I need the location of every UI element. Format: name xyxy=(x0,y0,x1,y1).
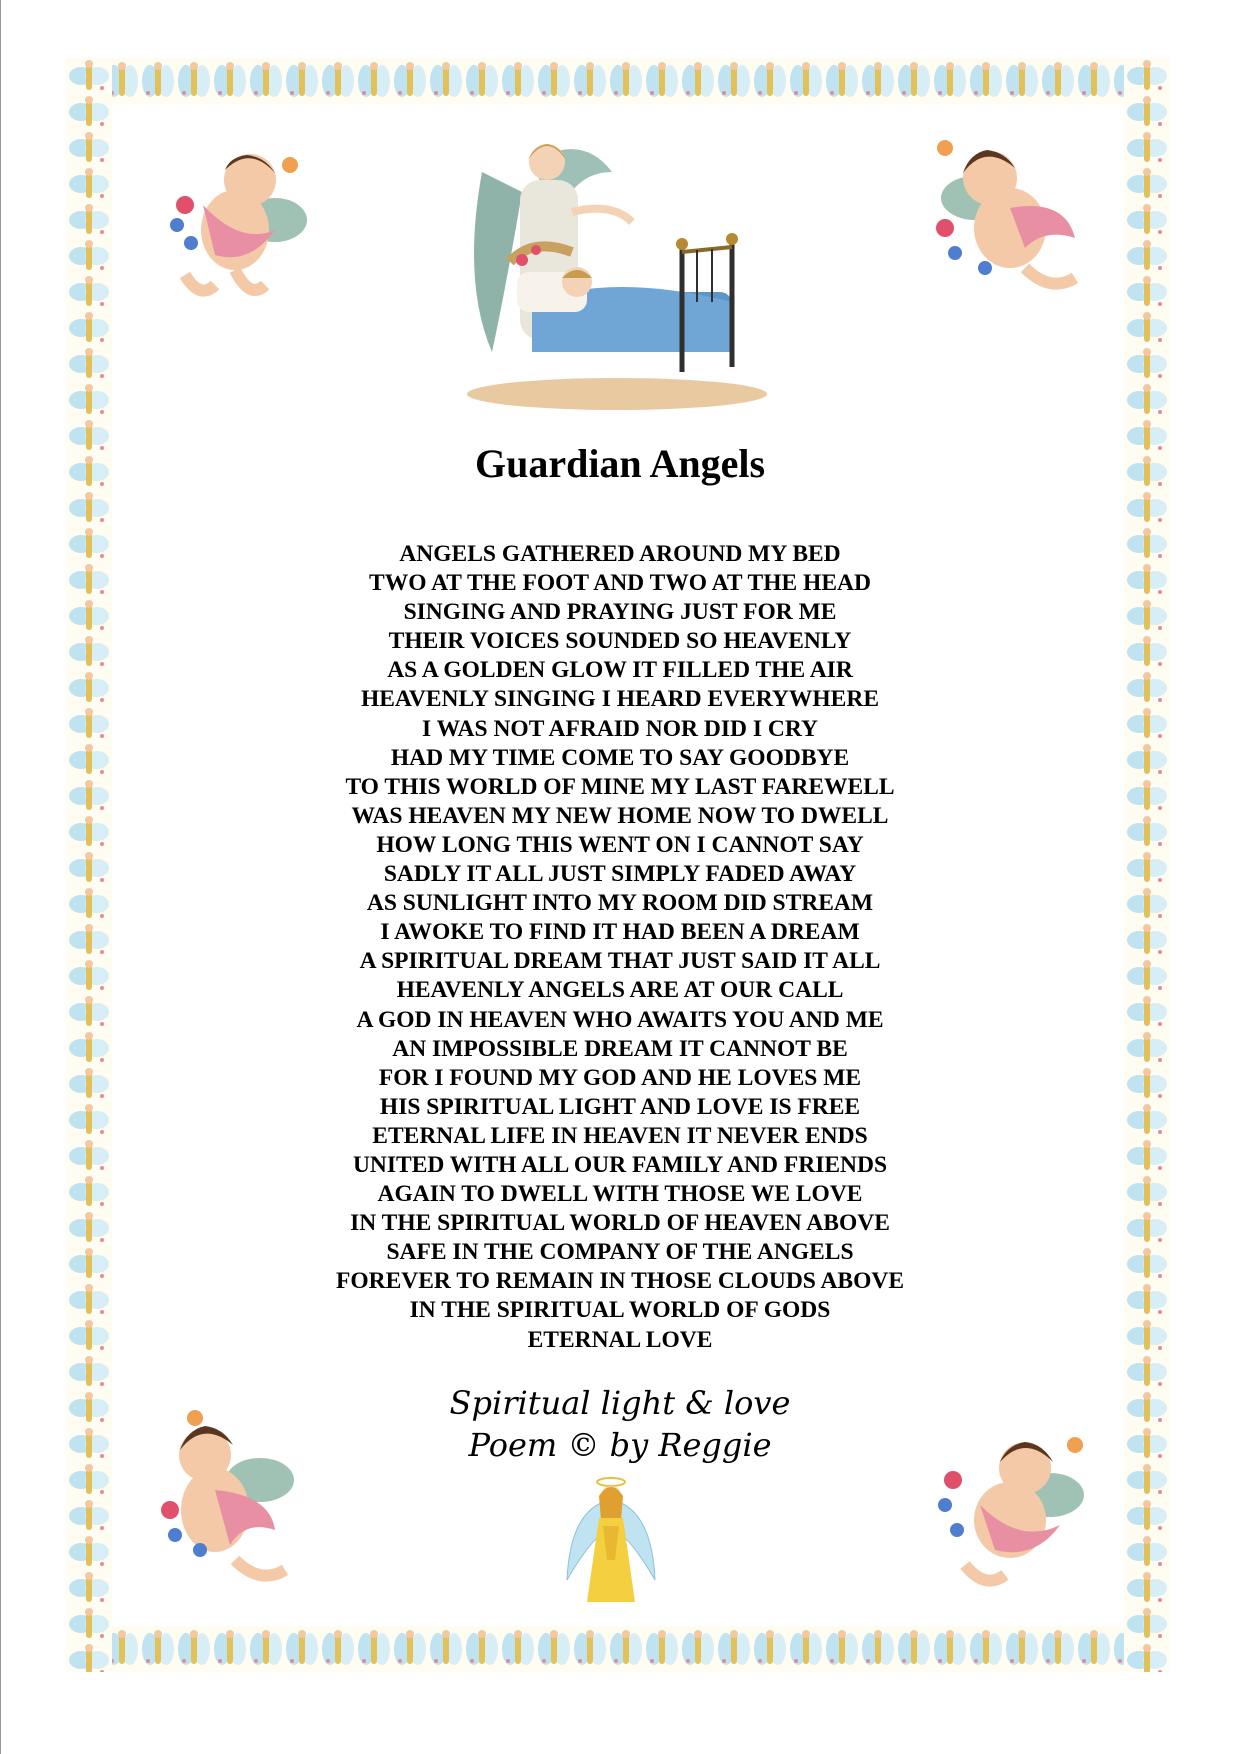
border-top xyxy=(68,58,1168,104)
poem-line: SINGING AND PRAYING JUST FOR ME xyxy=(403,599,837,626)
poem-line: ANGELS GATHERED AROUND MY BED xyxy=(399,541,841,567)
border-bottom xyxy=(68,1626,1168,1672)
poem-line: AGAIN TO DWELL WITH THOSE WE LOVE xyxy=(377,1181,863,1208)
poem-line: FOREVER TO REMAIN IN THOSE CLOUDS ABOVE xyxy=(335,1268,905,1295)
golden-angel-image xyxy=(565,1470,657,1610)
poem-line: SAFE IN THE COMPANY OF THE ANGELS xyxy=(386,1239,854,1266)
poem-line: IN THE SPIRITUAL WORLD OF GODS xyxy=(409,1297,831,1324)
credit-line-2: Poem © by Reggie xyxy=(468,1426,772,1464)
cherub-image-top-left xyxy=(155,135,315,305)
poem-body xyxy=(250,540,990,1355)
poem-line: HIS SPIRITUAL LIGHT AND LOVE IS FREE xyxy=(379,1093,861,1120)
poem-line: THEIR VOICES SOUNDED SO HEAVENLY xyxy=(388,628,852,655)
poem-line: ETERNAL LOVE xyxy=(527,1326,713,1353)
poem-line: ETERNAL LIFE IN HEAVEN IT NEVER ENDS xyxy=(372,1122,868,1149)
poem-line: SADLY IT ALL JUST SIMPLY FADED AWAY xyxy=(383,861,857,888)
poem-line: I AWOKE TO FIND IT HAD BEEN A DREAM xyxy=(380,919,860,946)
guardian-angel-bedside-image xyxy=(462,132,772,414)
poem-line: HAD MY TIME COME TO SAY GOODBYE xyxy=(390,744,850,771)
poem-line: A GOD IN HEAVEN WHO AWAITS YOU AND ME xyxy=(356,1006,884,1033)
poem-line: WAS HEAVEN MY NEW HOME NOW TO DWELL xyxy=(351,802,889,829)
poem-line: I WAS NOT AFRAID NOR DID I CRY xyxy=(422,715,818,742)
poem-line: AN IMPOSSIBLE DREAM IT CANNOT BE xyxy=(392,1035,848,1062)
poem-line: AS A GOLDEN GLOW IT FILLED THE AIR xyxy=(387,657,853,684)
poem-line: A SPIRITUAL DREAM THAT JUST SAID IT ALL xyxy=(359,948,881,975)
poem-line: HEAVENLY SINGING I HEARD EVERYWHERE xyxy=(360,686,880,713)
credit-line-1: Spiritual light & love xyxy=(449,1384,791,1422)
poem-line: AS SUNLIGHT INTO MY ROOM DID STREAM xyxy=(366,890,874,917)
poem-line: TWO AT THE FOOT AND TWO AT THE HEAD xyxy=(369,570,871,597)
poem-title: Guardian Angels xyxy=(474,441,766,486)
poem-line: IN THE SPIRITUAL WORLD OF HEAVEN ABOVE xyxy=(350,1210,890,1237)
poem-line: HEAVENLY ANGELS ARE AT OUR CALL xyxy=(396,977,844,1004)
poem-line: TO THIS WORLD OF MINE MY LAST FAREWELL xyxy=(345,773,895,800)
poem-line: FOR I FOUND MY GOD AND HE LOVES ME xyxy=(378,1064,862,1091)
poem-line: UNITED WITH ALL OUR FAMILY AND FRIENDS xyxy=(352,1151,888,1178)
poem-line: HOW LONG THIS WENT ON I CANNOT SAY xyxy=(376,831,864,858)
cherub-image-top-right xyxy=(915,128,1085,303)
